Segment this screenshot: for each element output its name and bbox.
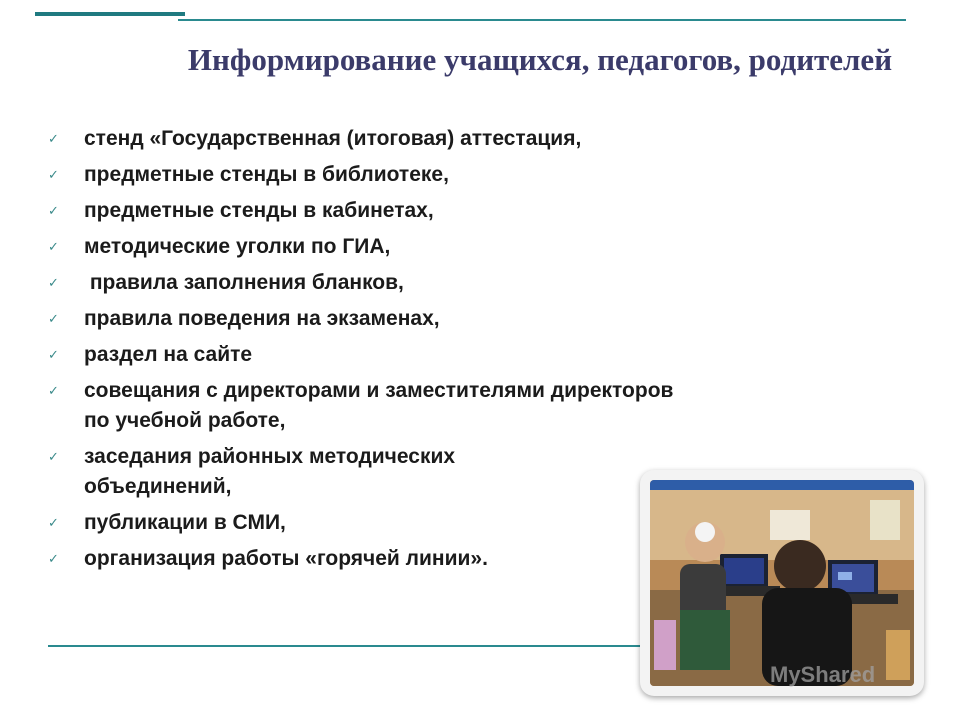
list-item: [48, 124, 688, 154]
list-item: [48, 160, 688, 190]
check-icon: ✓: [48, 383, 59, 398]
list-item: [48, 304, 688, 334]
classroom-photo: [650, 480, 914, 686]
list-item-text: организация работы «горячей линии».: [84, 547, 488, 570]
check-icon: ✓: [48, 203, 59, 218]
top-accent-line-short: [35, 12, 185, 16]
list-item-text: стенд «Государственная (итоговая) аттестация,: [84, 127, 582, 150]
check-icon: ✓: [48, 449, 59, 464]
list-item: [48, 340, 688, 370]
check-icon: ✓: [48, 347, 59, 362]
check-icon: ✓: [48, 551, 59, 566]
check-icon: ✓: [48, 515, 59, 530]
list-item-text: заседания районных методических объединений,: [84, 445, 456, 498]
list-item: [48, 196, 688, 226]
classroom-illustration: [650, 480, 914, 686]
list-item-text: правила заполнения бланков,: [84, 271, 404, 294]
list-item: [48, 442, 514, 502]
list-item: [48, 544, 688, 574]
watermark: MyShared: [770, 662, 876, 687]
check-icon: ✓: [48, 275, 59, 290]
list-item-text: публикации в СМИ,: [84, 511, 286, 534]
list-item: [48, 376, 688, 436]
list-item-text: методические уголки по ГИА,: [84, 235, 391, 258]
list-item-text: правила поведения на экзаменах,: [84, 307, 440, 330]
check-icon: ✓: [48, 167, 59, 182]
list-item-text: предметные стенды в кабинетах,: [84, 199, 434, 222]
list-item: [48, 232, 688, 262]
list-item-text: совещания с директорами и заместителями директоров по учебной работе,: [84, 379, 674, 432]
check-icon: ✓: [48, 311, 59, 326]
list-item-text: предметные стенды в библиотеке,: [84, 163, 449, 186]
slide-title: Информирование учащихся, педагогов, родителей: [187, 42, 893, 77]
bullet-list: [48, 124, 688, 580]
list-item: [48, 268, 688, 298]
check-icon: ✓: [48, 239, 59, 254]
bottom-accent-line: [48, 645, 648, 647]
list-item: [48, 508, 688, 538]
top-accent-line: [178, 19, 906, 21]
check-icon: ✓: [48, 131, 59, 146]
list-item-text: раздел на сайте: [84, 343, 253, 366]
